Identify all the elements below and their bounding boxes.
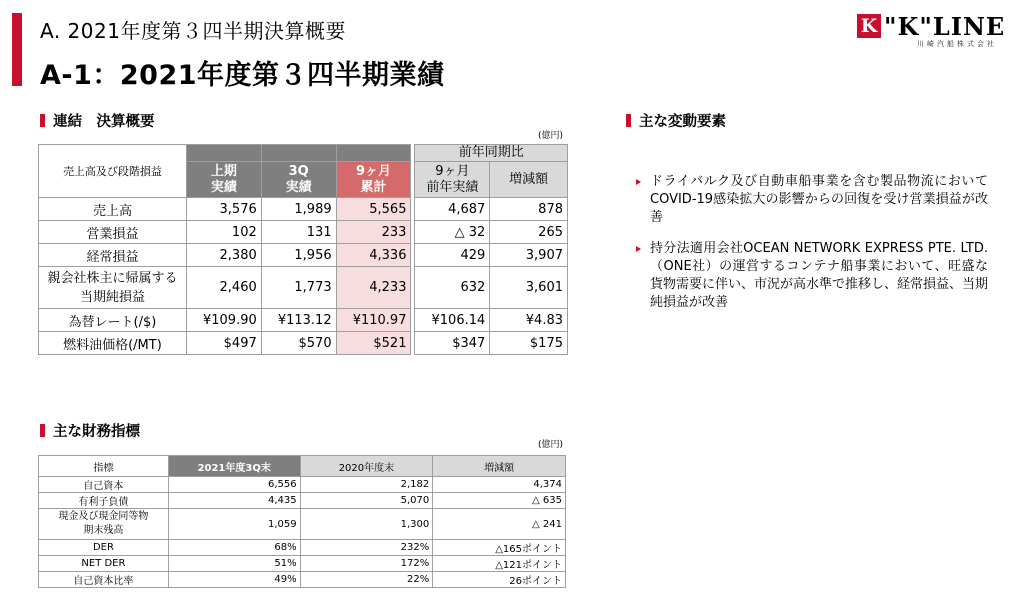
table-row: 親会社株主に帰属する 当期純損益 2,460 1,773 4,233 632 3,601 <box>39 267 568 309</box>
col-header-ytd: 9ヶ月 累計 <box>336 162 411 198</box>
indicators-header-current: 2021年度3Q末 <box>168 456 300 477</box>
col-header-h1: 上期 実績 <box>186 162 261 198</box>
summary-corner-label: 売上高及び段階損益 <box>39 145 187 198</box>
factors-section-title: 主な変動要素 <box>626 110 726 131</box>
table-row: 営業損益 102 131 233 △ 32 265 <box>39 221 568 244</box>
title-accent-bar <box>12 13 22 86</box>
summary-section-title: 連結 決算概要 <box>40 110 155 131</box>
logo-wordmark: "K"LINE <box>884 12 1006 41</box>
indicators-header-diff: 増減額 <box>433 456 566 477</box>
table-row: 売上高 3,576 1,989 5,565 4,687 878 <box>39 198 568 221</box>
table-row: DER 68% 232% △165ポイント <box>39 540 566 556</box>
col-header-prev: 9ヶ月 前年実績 <box>415 162 490 198</box>
table-row: 経常損益 2,380 1,956 4,336 429 3,907 <box>39 244 568 267</box>
indicators-section-title: 主な財務指標 <box>40 420 140 441</box>
square-bullet-icon <box>626 114 631 127</box>
table-row: 有利子負債 4,435 5,070 △ 635 <box>39 493 566 509</box>
page-title: A-1：2021年度第３四半期業績 <box>40 60 445 91</box>
col-header-q3: 3Q 実績 <box>261 162 336 198</box>
indicators-header-previous: 2020年度末 <box>300 456 433 477</box>
yoy-group-header: 前年同期比 <box>415 145 568 162</box>
col-header-diff: 増減額 <box>490 162 568 198</box>
triangle-bullet-icon <box>636 179 641 185</box>
table-row: 自己資本比率 49% 22% 26ポイント <box>39 572 566 588</box>
indicators-unit-label: (億円) <box>538 440 564 450</box>
indicators-table <box>38 455 566 588</box>
table-row: 自己資本 6,556 2,182 4,374 <box>39 477 566 493</box>
logo-company-name: 川崎汽船株式会社 <box>917 40 997 48</box>
list-item: ドライバルク及び自動車船事業を含む製品物流において COVID-19感染拡大の影響からの回復を受け営業損益が改善 <box>633 173 988 227</box>
logo-mark: K <box>857 14 881 38</box>
square-bullet-icon <box>40 114 45 127</box>
company-logo <box>857 12 1007 48</box>
table-row: 為替レート(/$) ¥109.90 ¥113.12 ¥110.97 ¥106.14 ¥4.83 <box>39 309 568 332</box>
section-subtitle: A. 2021年度第３四半期決算概要 <box>40 19 346 43</box>
summary-table <box>38 144 568 355</box>
table-row: 現金及び現金同等物 期末残高 1,059 1,300 △ 241 <box>39 509 566 540</box>
table-row: NET DER 51% 172% △121ポイント <box>39 556 566 572</box>
triangle-bullet-icon <box>636 246 641 252</box>
summary-unit-label: (億円) <box>538 131 564 141</box>
indicators-header-label: 指標 <box>39 456 169 477</box>
list-item: 持分法適用会社OCEAN NETWORK EXPRESS PTE. LTD. （ONE社）の運営するコンテナ船事業において、旺盛な貨物需要に伴い、市況が高水準で推移し、経常損益、当期純損益が改善 <box>633 240 988 312</box>
table-row: 燃料油価格(/MT) $497 $570 $521 $347 $175 <box>39 332 568 355</box>
square-bullet-icon <box>40 424 45 437</box>
factors-list <box>633 173 988 325</box>
